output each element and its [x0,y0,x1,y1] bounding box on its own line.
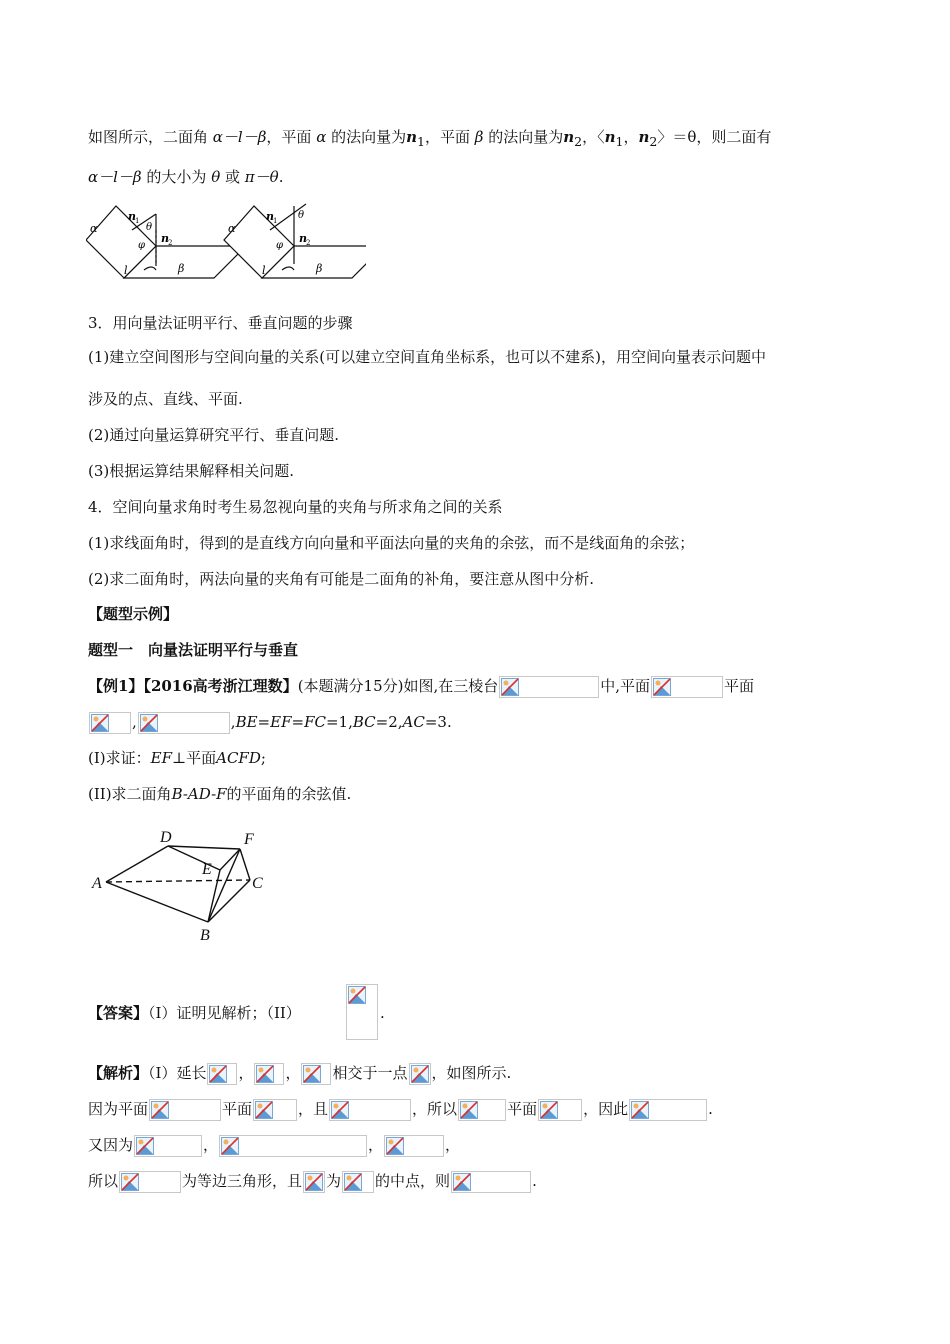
text: 的法向量为 [331,128,407,146]
broken-image-icon [631,1101,649,1119]
text: 为 [326,1172,342,1190]
subscript: 1 [417,134,425,149]
text: ，所以 [412,1100,458,1118]
example-tag: 【例1】 [88,677,144,695]
section3-item1-cont: 涉及的点、直线、平面. [88,390,243,408]
broken-image-icon [305,1173,323,1191]
broken-image-icon [303,1065,321,1083]
formula-image [451,1171,531,1193]
broken-image-icon [460,1101,478,1119]
text: ，〈 [582,128,605,146]
formula-image [89,712,131,734]
text: ， [623,128,639,146]
subscript: 2 [574,134,583,149]
broken-image-icon [151,1101,169,1119]
broken-image-icon [344,1173,362,1191]
example1-q2 [88,783,351,805]
var: ACFD [216,749,261,767]
label-l: l [124,264,128,277]
var: BC [352,713,376,731]
formula-image [651,676,723,698]
intro-line-2 [88,166,283,188]
vertex-F: F [244,831,254,848]
formula-image [149,1099,221,1121]
label-alpha: α [228,222,236,235]
text: 平面 [222,1100,253,1118]
label-n1: n [128,210,136,223]
dihedral-figure [86,200,366,288]
broken-image-icon [386,1137,404,1155]
edge-DF [168,846,240,849]
label-n1-sub: 1 [273,217,278,225]
broken-image-icon [255,1101,273,1119]
label-phi: φ [276,240,284,251]
section4-title: 4．空间向量求角时考生易忽视向量的夹角与所求角之间的关系 [88,498,503,516]
broken-image-icon [411,1065,429,1083]
section4-item2: (2)求二面角时，两法向量的夹角有可能是二面角的补角，要注意从图中分析. [88,570,595,588]
var: EF [150,749,172,767]
text: ，且 [298,1100,329,1118]
broken-image-icon [209,1065,227,1083]
formula-image [458,1099,506,1121]
broken-image-icon [136,1137,154,1155]
text: 的法向量为 [488,128,564,146]
text: （Ⅰ）延长 [148,1064,207,1082]
subscript: 1 [615,134,624,149]
frustum-figure [88,822,288,944]
label-n2-sub: 2 [306,239,311,247]
answer-line [88,1002,301,1024]
formula-image [134,1135,202,1157]
text: (II)求二面角 [88,785,172,803]
text: 如图所示，二面角 [88,128,209,146]
text: ，平面 [266,128,312,146]
vertex-B: B [200,927,210,944]
plane-alpha [86,206,156,278]
formula-image [301,1063,331,1085]
dihedral-symbol: α－l－β [212,128,267,146]
broken-image-icon [121,1173,139,1191]
text: 的平面角的余弦值. [226,785,352,803]
text: =3. [424,713,452,731]
formula-image [119,1171,181,1193]
label-beta: β [178,262,185,275]
label-n2: n [299,232,307,245]
text: 因为平面 [88,1100,149,1118]
example-source: 【2016高考浙江理数】 [143,677,298,695]
label-l: l [262,264,266,277]
edge-BF [208,849,240,922]
text: ， [285,1064,301,1082]
text: 相交于一点 [332,1064,408,1082]
var: EF [270,713,292,731]
edge-EF [220,849,240,870]
broken-image-icon [256,1065,274,1083]
text: ，因此 [583,1100,629,1118]
text: . [278,168,284,186]
text: . [532,1172,537,1190]
formula-image [253,1099,297,1121]
broken-image-icon [140,714,158,732]
section3-item3: (3)根据运算结果解释相关问题. [88,462,295,480]
var: FC [304,713,326,731]
label-phi: φ [138,240,146,251]
label-theta: θ [146,222,153,233]
frustum-edges [106,846,250,922]
intro-line-1 [88,126,771,153]
text: . [708,1100,713,1118]
text: ， [203,1136,219,1154]
text: (I)求证： [88,749,151,767]
broken-image-icon [348,986,366,1004]
example1-line-2 [88,711,452,734]
n1-symbol: n [604,128,616,146]
subscript: 2 [649,134,658,149]
text: ，如图所示. [431,1064,512,1082]
formula-image [538,1099,582,1121]
text: ， [368,1136,384,1154]
edge-FC [240,849,250,880]
formula-image [629,1099,707,1121]
theta-symbol: θ [211,168,221,186]
label-beta: β [316,262,323,275]
vertex-D: D [160,829,172,846]
text: 所以 [88,1172,119,1190]
text: =1, [325,713,353,731]
vertex-C: C [252,875,263,892]
analysis-line-3 [88,1134,460,1157]
phi-arc [282,267,294,270]
formula-image [138,712,230,734]
broken-image-icon [453,1173,471,1191]
text: 平面 [724,677,755,695]
analysis-line-4 [88,1170,537,1193]
text: 中,平面 [600,677,651,695]
text: 为等边三角形，且 [182,1172,303,1190]
edge-BC [208,880,250,922]
examples-heading: 【题型示例】 [88,605,179,623]
example-score: (本题满分15分) [297,677,404,695]
n2-symbol: n [638,128,650,146]
section3-title: 3．用向量法证明平行、垂直问题的步骤 [88,314,353,332]
label-n2-sub: 2 [168,239,173,247]
text: 〉＝θ，则二面有 [657,128,772,146]
dihedral-diagram-right [224,204,366,278]
text: , [230,713,236,731]
edge-AD [106,846,168,882]
answer-end: . [380,1004,385,1022]
text: ，平面 [425,128,471,146]
edge-AC [106,880,250,882]
section3-item1: (1)建立空间图形与空间向量的关系(可以建立空间直角坐标系，也可以不建系)，用空间向量表示问题中 [88,348,766,366]
analysis-tag: 【解析】 [88,1064,149,1082]
analysis-line-2 [88,1098,713,1121]
example1-line-1 [88,675,754,698]
formula-image [346,984,378,1040]
analysis-line-1 [88,1062,511,1085]
answer-tag: 【答案】 [88,1004,149,1022]
phi-arc [144,267,156,270]
text: 的中点，则 [375,1172,451,1190]
formula-image [499,676,599,698]
text: ， [238,1064,254,1082]
text: 平面 [507,1100,538,1118]
n1-symbol: n [406,128,418,146]
formula-image [342,1171,374,1193]
formula-image [409,1063,431,1085]
formula-image [207,1063,237,1085]
label-n2: n [161,232,169,245]
example1-q1 [88,747,266,769]
broken-image-icon [221,1137,239,1155]
var: BE [235,713,258,731]
text: = [257,713,271,731]
pi-minus-theta: π－θ [244,168,279,186]
broken-image-icon [331,1101,349,1119]
plane-alpha [224,206,294,278]
label-alpha: α [90,222,98,235]
text: ， [445,1136,461,1154]
text: 的大小为 [146,168,207,186]
label-theta: θ [298,210,305,221]
text: 又因为 [88,1136,134,1154]
label-n1: n [266,210,274,223]
section4-item1: (1)求线面角时，得到的是直线方向向量和平面法向量的夹角的余弦，而不是线面角的余弦； [88,534,695,552]
var: B-AD-F [171,785,227,803]
var: AC [402,713,425,731]
n2-symbol: n [563,128,575,146]
type1-heading: 题型一 向量法证明平行与垂直 [88,641,299,659]
text: = [291,713,305,731]
beta-symbol: β [474,128,484,146]
text: 或 [225,168,241,186]
broken-image-icon [91,714,109,732]
text: =2, [375,713,403,731]
text: 如图,在三棱台 [403,677,499,695]
edge-DE [168,846,220,870]
label-n1-sub: 1 [135,217,140,225]
alpha-symbol: α [316,128,327,146]
text: , [132,713,137,731]
broken-image-icon [501,678,519,696]
formula-image [254,1063,284,1085]
formula-image [219,1135,367,1157]
formula-image [329,1099,411,1121]
edge-AB [106,882,208,922]
vertex-A: A [92,875,102,892]
formula-image [303,1171,325,1193]
formula-image [384,1135,444,1157]
text: ; [260,749,266,767]
answer-text: （I）证明见解析；（II） [148,1004,301,1022]
dihedral-symbol: α－l－β [88,168,142,186]
vertex-E: E [202,861,212,878]
section3-item2: (2)通过向量运算研究平行、垂直问题. [88,426,340,444]
broken-image-icon [540,1101,558,1119]
broken-image-icon [653,678,671,696]
text: ⊥平面 [172,749,217,767]
